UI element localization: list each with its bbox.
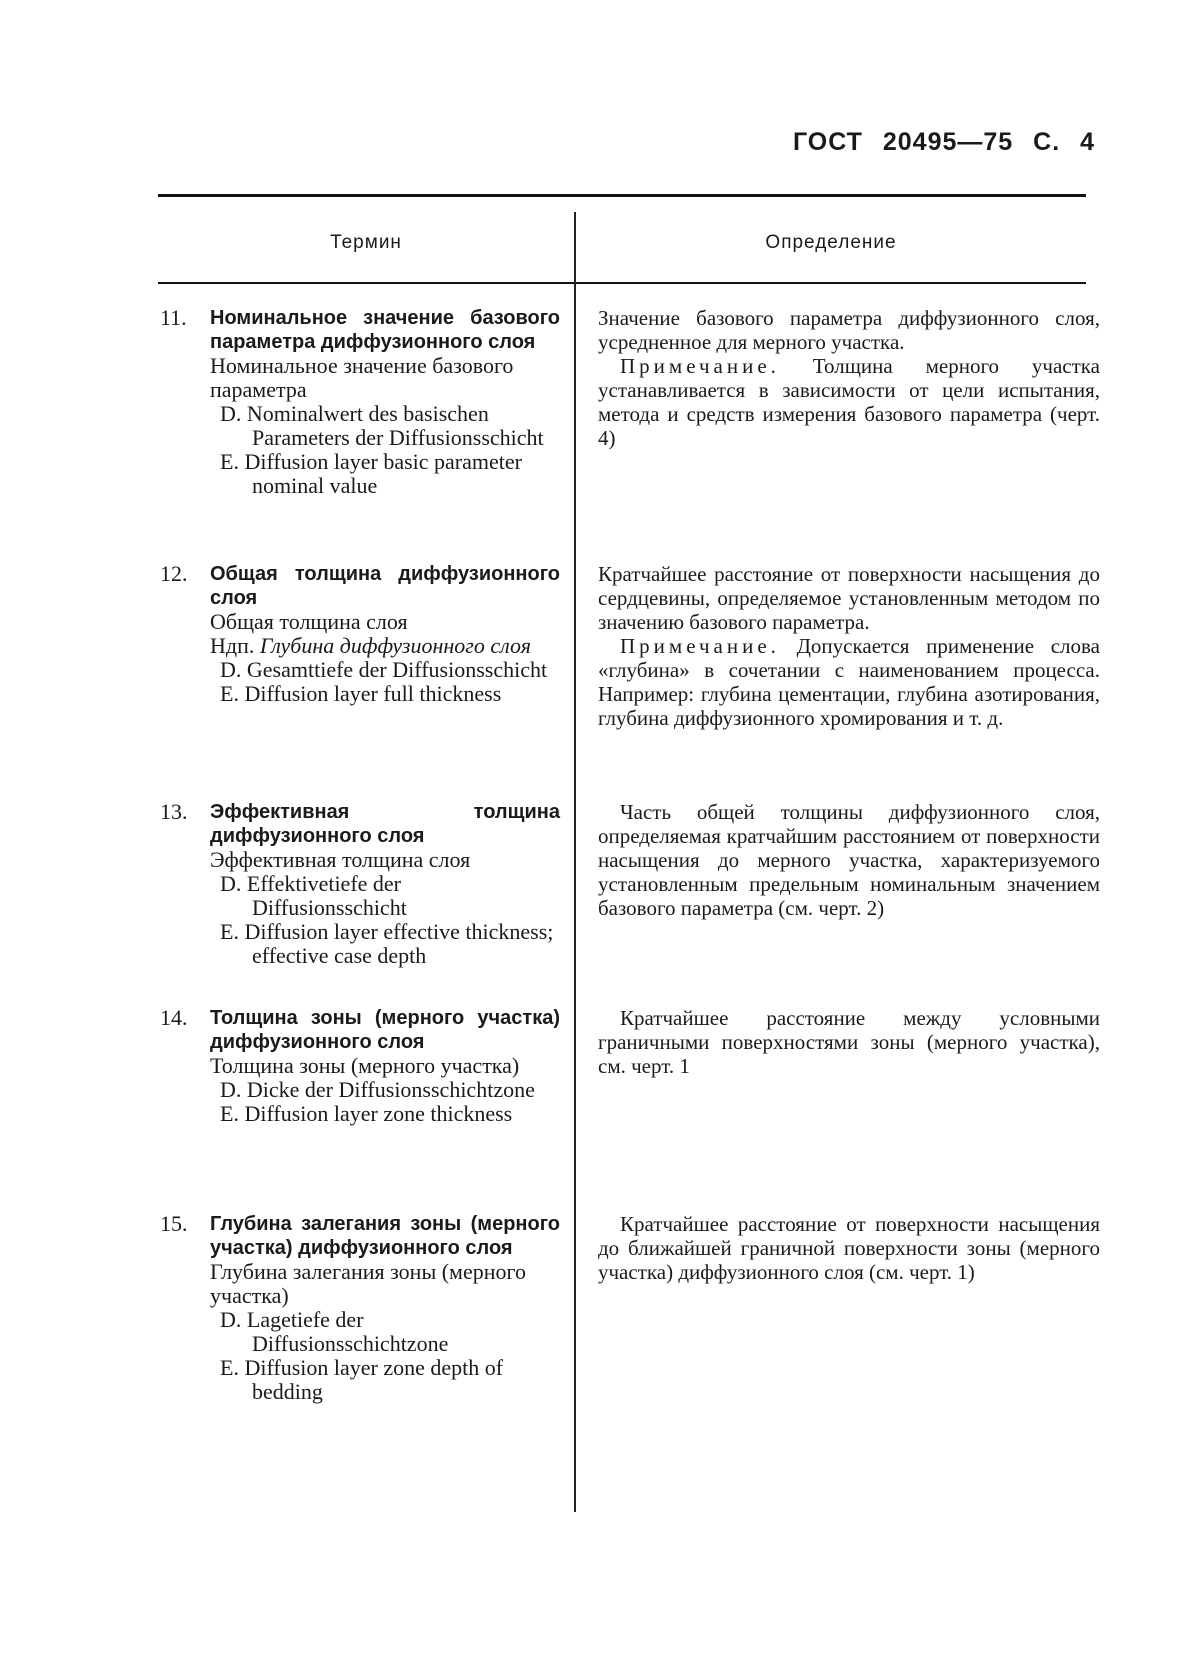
definition-15	[598, 1212, 1100, 1284]
main-term: Глубина залегания зоны (мерного участка) диффузионного слоя	[210, 1213, 560, 1259]
definition-text: Кратчайшее расстояние от поверхности насыщения до ближайшей граничной поверхности зоны (мерного участка) диффузионного слоя (см. черт. 1)	[598, 1212, 1100, 1284]
definition-text: Часть общей толщины диффузионного слоя, определяемая кратчайшим расстоянием от поверхности насыщения до мерного участка, характеризуемого установленным предельным номинальным значением базового параметра (см. черт. 2)	[598, 800, 1100, 920]
definition-12	[598, 562, 1100, 730]
german-term: D. Gesamttiefe der Diffusionsschicht	[220, 657, 548, 682]
entry-number: 13.	[160, 799, 188, 824]
main-term: Общая толщина диффузионного слоя	[210, 563, 560, 609]
note-text: Толщина мерного участка устанавливается в зависимости от цели испытания, метода и средств измерения базового параметра (черт. 4)	[598, 354, 1100, 450]
entry-number: 14.	[160, 1005, 188, 1030]
english-term: E. Diffusion layer zone depth of bedding	[220, 1355, 504, 1404]
german-term: D. Effektivetiefe der Diffusionsschicht	[220, 871, 407, 920]
synonym-term: Толщина зоны (мерного участка)	[210, 1053, 520, 1078]
synonym-term: Номинальное значение базового параметра	[210, 353, 514, 402]
term-entry-11	[160, 306, 560, 498]
top-rule	[158, 194, 1086, 197]
main-term: Номинальное значение базового параметра диффузионного слоя	[210, 307, 560, 353]
note-text: Допускается применение слова «глубина» в сочетании с наименованием процесса. Например: глубина цементации, глубина азотирования, глубина диффузионного хромирования и т. д.	[598, 634, 1101, 730]
english-term: E. Diffusion layer zone thickness	[220, 1101, 513, 1126]
nd-label: Ндп.	[210, 633, 255, 658]
german-term: D. Dicke der Diffusionsschichtzone	[220, 1077, 535, 1102]
definition-text: Кратчайшее расстояние между условными граничными поверхностями зоны (мерного участка), см. черт. 1	[598, 1006, 1100, 1078]
term-entry-12	[160, 562, 560, 706]
german-term: D. Lagetiefe der Diffusionsschichtzone	[220, 1307, 449, 1356]
synonym-term: Эффективная толщина слоя	[210, 847, 471, 872]
definition-11	[598, 306, 1100, 450]
note-label: Примечание.	[620, 634, 780, 658]
not-allowed-term: Глубина диффузионного слоя	[259, 633, 531, 658]
synonym-term: Общая толщина слоя	[210, 609, 408, 634]
german-term: D. Nominalwert des basischen Parameters der Diffusionsschicht	[220, 401, 544, 450]
english-term: E. Diffusion layer full thickness	[220, 681, 502, 706]
header-rule	[158, 282, 1086, 284]
synonym-term: Глубина залегания зоны (мерного участка)	[210, 1259, 526, 1308]
column-header-definition: Определение	[765, 232, 897, 253]
term-entry-13	[160, 800, 560, 968]
column-header-term: Термин	[330, 232, 402, 253]
term-entry-15	[160, 1212, 560, 1404]
main-term: Толщина зоны (мерного участка) диффузионного слоя	[210, 1007, 560, 1053]
main-term: Эффективная толщина диффузионного слоя	[210, 801, 560, 847]
entry-number: 11.	[160, 305, 187, 330]
english-term: E. Diffusion layer effective thickness; effective case depth	[220, 919, 554, 968]
entry-number: 15.	[160, 1211, 188, 1236]
entry-number: 12.	[160, 561, 188, 586]
definition-text: Кратчайшее расстояние от поверхности насыщения до сердцевины, определяемое установленным методом по значению базового параметра.	[598, 562, 1100, 634]
english-term: E. Diffusion layer basic parameter nominal value	[220, 449, 522, 498]
term-entry-14	[160, 1006, 560, 1126]
column-divider	[574, 212, 576, 1512]
definition-13	[598, 800, 1100, 920]
note-label: Примечание.	[620, 354, 780, 378]
page-header: ГОСТ 20495—75 С. 4	[792, 128, 1095, 156]
definition-14	[598, 1006, 1100, 1078]
definition-text: Значение базового параметра диффузионного слоя, усредненное для мерного участка.	[598, 306, 1100, 354]
